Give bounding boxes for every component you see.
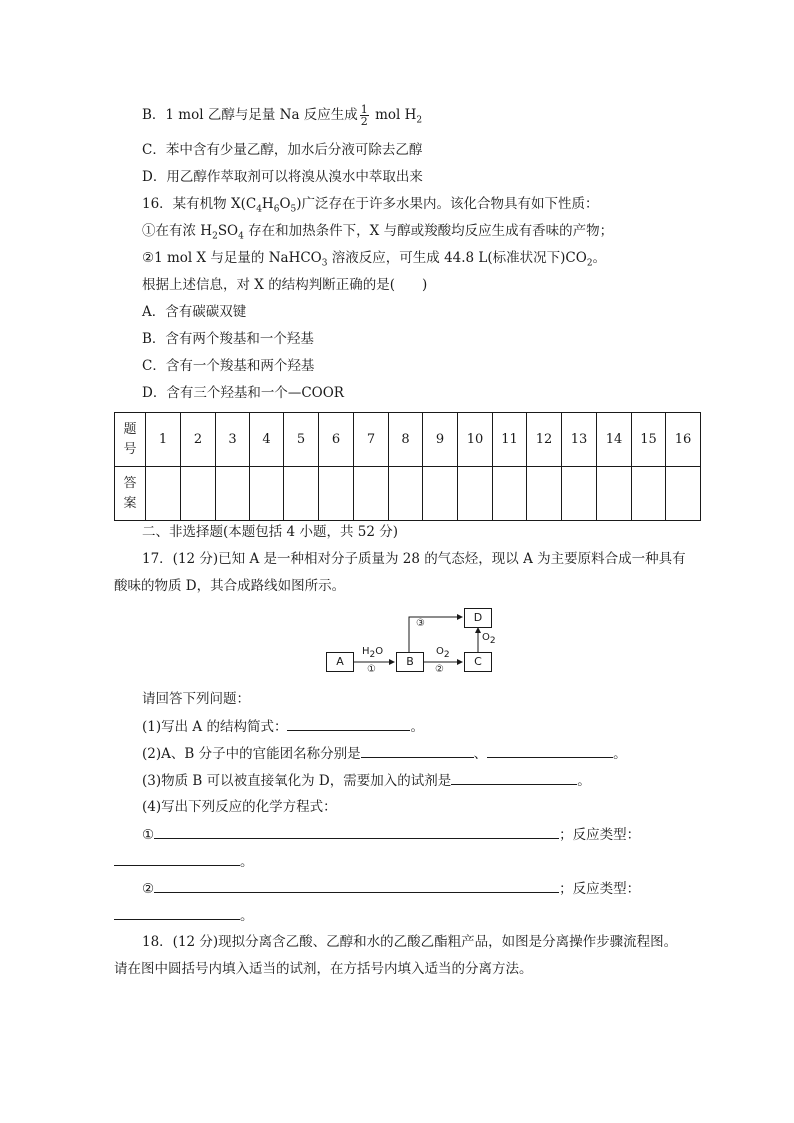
reagent-o2-bc <box>436 646 450 660</box>
answer-cell[interactable] <box>562 467 597 521</box>
subscript: 5 <box>290 204 297 215</box>
equation-label: ① <box>142 827 155 843</box>
answer-cell[interactable] <box>389 467 423 521</box>
question-number-cell: 11 <box>493 413 527 467</box>
answer-blank[interactable] <box>451 770 577 785</box>
punctuation: 、 <box>473 746 488 762</box>
q16-stem <box>142 194 599 220</box>
answer-cell[interactable] <box>493 467 527 521</box>
q16-option-b: B．含有两个羧基和一个羟基 <box>142 331 314 347</box>
question-number-cell: 10 <box>458 413 493 467</box>
synthesis-route-diagram <box>320 604 500 680</box>
answer-cell[interactable] <box>354 467 389 521</box>
q16-option-a: A．含有碳碳双键 <box>142 304 247 320</box>
subscript: 2 <box>416 115 423 126</box>
q17-sub-1 <box>142 716 424 737</box>
question-number-cell: 6 <box>319 413 354 467</box>
question-number-cell: 2 <box>181 413 216 467</box>
punctuation: 。 <box>577 773 591 789</box>
answer-cell[interactable] <box>632 467 666 521</box>
answer-cell[interactable] <box>284 467 319 521</box>
answer-table-answer-row <box>115 467 701 521</box>
q16-stem-text: 16．某有机物 X(C <box>142 196 257 212</box>
reagent-text: O <box>482 632 490 643</box>
answer-blank[interactable] <box>287 716 410 731</box>
subscript: 3 <box>321 258 328 269</box>
q17-stem-line-1: 17．(12 分)已知 A 是一种相对分子质量为 28 的气态烃，现以 A 为主要原料合成一种具有 <box>142 551 686 567</box>
q17-ask: 请回答下列问题： <box>142 691 250 707</box>
q17-reaction-type-2 <box>114 905 254 926</box>
q16-prop-text: 溶液反应，可生成 44.8 L(标准状况下)CO <box>327 250 587 266</box>
q17-reaction-type-1 <box>114 851 254 872</box>
reagent-h2o <box>362 646 383 660</box>
question-number-cell: 16 <box>666 413 701 467</box>
header-char: 题 <box>123 421 137 437</box>
answer-table <box>114 412 701 521</box>
q16-prop-text: ②1 mol X 与足量的 NaHCO <box>142 250 322 266</box>
q16-stem-text: H <box>261 196 274 212</box>
reaction-type-blank[interactable] <box>114 905 240 920</box>
equation-label: ② <box>142 881 155 897</box>
q16-option-d: D．含有三个羟基和一个—COOR <box>142 385 344 401</box>
step-3-label: ③ <box>416 618 425 629</box>
q17-sub-3-text: (3)物质 B 可以被直接氧化为 D，需要加入的试剂是 <box>142 773 452 789</box>
reaction-type-blank[interactable] <box>114 851 240 866</box>
q15-option-b-text: B．1 mol 乙醇与足量 Na 反应生成 <box>142 107 358 123</box>
answer-table-number-row <box>115 413 701 467</box>
punctuation: 。 <box>240 908 254 924</box>
answer-cell[interactable] <box>423 467 458 521</box>
reagent-text: H <box>362 646 370 657</box>
subscript: 4 <box>238 231 244 242</box>
q17-stem-line-2: 酸味的物质 D，其合成路线如图所示。 <box>114 578 346 594</box>
reaction-type-label: ；反应类型： <box>559 827 641 843</box>
question-number-cell: 9 <box>423 413 458 467</box>
node-a: A <box>326 652 354 672</box>
subscript: 2 <box>489 636 496 646</box>
equation-blank[interactable] <box>154 878 559 893</box>
reaction-type-label: ；反应类型： <box>559 881 641 897</box>
answer-cell[interactable] <box>597 467 632 521</box>
q16-prop-text: ①在有浓 H <box>142 223 213 239</box>
q15-option-d: D．用乙醇作萃取剂可以将溴从溴水中萃取出来 <box>142 169 423 185</box>
section-heading: 二、非选择题(本题包括 4 小题，共 52 分) <box>142 524 398 540</box>
node-b: B <box>396 652 424 672</box>
header-char: 号 <box>123 441 137 457</box>
question-number-cell: 14 <box>597 413 632 467</box>
q16-property-2 <box>142 248 606 274</box>
question-number-cell: 8 <box>389 413 423 467</box>
punctuation: 。 <box>613 746 627 762</box>
answer-blank[interactable] <box>487 743 613 758</box>
reagent-o2-cd <box>482 632 496 646</box>
question-number-cell: 7 <box>354 413 389 467</box>
question-number-cell: 13 <box>562 413 597 467</box>
question-number-cell: 12 <box>527 413 562 467</box>
answer-cell[interactable] <box>458 467 493 521</box>
fraction-numerator: 1 <box>360 103 368 116</box>
node-d: D <box>464 608 492 628</box>
q17-sub-3 <box>142 770 591 791</box>
q17-equation-2 <box>142 878 640 899</box>
answer-cell[interactable] <box>146 467 181 521</box>
punctuation: 。 <box>240 854 254 870</box>
step-2-label: ② <box>435 664 444 675</box>
question-number-cell: 1 <box>146 413 181 467</box>
answer-table-header-answer <box>115 467 146 521</box>
q16-option-c: C．含有一个羧基和两个羟基 <box>142 358 315 374</box>
q16-property-1 <box>142 221 613 247</box>
q16-prop-text: 存在和加热条件下，X 与醇或羧酸均反应生成有香味的产物； <box>243 223 614 239</box>
fraction-denominator: 2 <box>360 115 368 128</box>
q15-option-b <box>142 104 422 131</box>
q17-sub-4: (4)写出下列反应的化学方程式： <box>142 799 337 815</box>
question-number-cell: 15 <box>632 413 666 467</box>
reagent-text: O <box>436 646 444 657</box>
q16-prop-text: 。 <box>592 250 607 266</box>
q17-equation-1 <box>142 824 640 845</box>
subscript: 2 <box>586 258 593 269</box>
header-char: 案 <box>123 495 137 511</box>
subscript: 6 <box>273 204 280 215</box>
q15-option-c: C．苯中含有少量乙醇，加水后分液可除去乙醇 <box>142 142 423 158</box>
q18-line-1: 18．(12 分)现拟分离含乙酸、乙醇和水的乙酸乙酯粗产品，如图是分离操作步骤流程图。 <box>142 934 678 950</box>
subscript: 2 <box>443 650 450 660</box>
subscript: 4 <box>256 204 262 215</box>
answer-table-header-number <box>115 413 146 467</box>
reagent-text: O <box>375 646 384 657</box>
equation-blank[interactable] <box>154 824 559 839</box>
answer-cell[interactable] <box>181 467 216 521</box>
step-1-label: ① <box>367 664 376 675</box>
subscript: 2 <box>212 231 218 242</box>
q16-question: 根据上述信息，对 X 的结构判断正确的是( ) <box>142 277 428 293</box>
q17-sub-2 <box>142 743 627 764</box>
answer-cell[interactable] <box>216 467 250 521</box>
q16-stem-text: )广泛存在于许多水果内。该化合物具有如下性质： <box>296 196 599 212</box>
q17-sub-1-text: (1)写出 A 的结构简式： <box>142 719 288 735</box>
header-char: 答 <box>123 475 137 491</box>
question-number-cell: 4 <box>250 413 284 467</box>
question-number-cell: 5 <box>284 413 319 467</box>
answer-cell[interactable] <box>319 467 354 521</box>
punctuation: 。 <box>410 719 424 735</box>
q18-line-2: 请在图中圆括号内填入适当的试剂，在方括号内填入适当的分离方法。 <box>114 961 533 977</box>
subscript: 2 <box>369 650 376 660</box>
node-c: C <box>464 652 492 672</box>
q15-option-b-unit: mol H <box>370 107 417 123</box>
answer-cell[interactable] <box>666 467 701 521</box>
answer-blank[interactable] <box>361 743 474 758</box>
q16-prop-text: SO <box>217 223 239 239</box>
answer-cell[interactable] <box>250 467 284 521</box>
fraction <box>360 104 369 127</box>
q17-sub-2-text: (2)A、B 分子中的官能团名称分别是 <box>142 746 361 762</box>
question-number-cell: 3 <box>216 413 250 467</box>
q16-stem-text: O <box>279 196 291 212</box>
answer-cell[interactable] <box>527 467 562 521</box>
